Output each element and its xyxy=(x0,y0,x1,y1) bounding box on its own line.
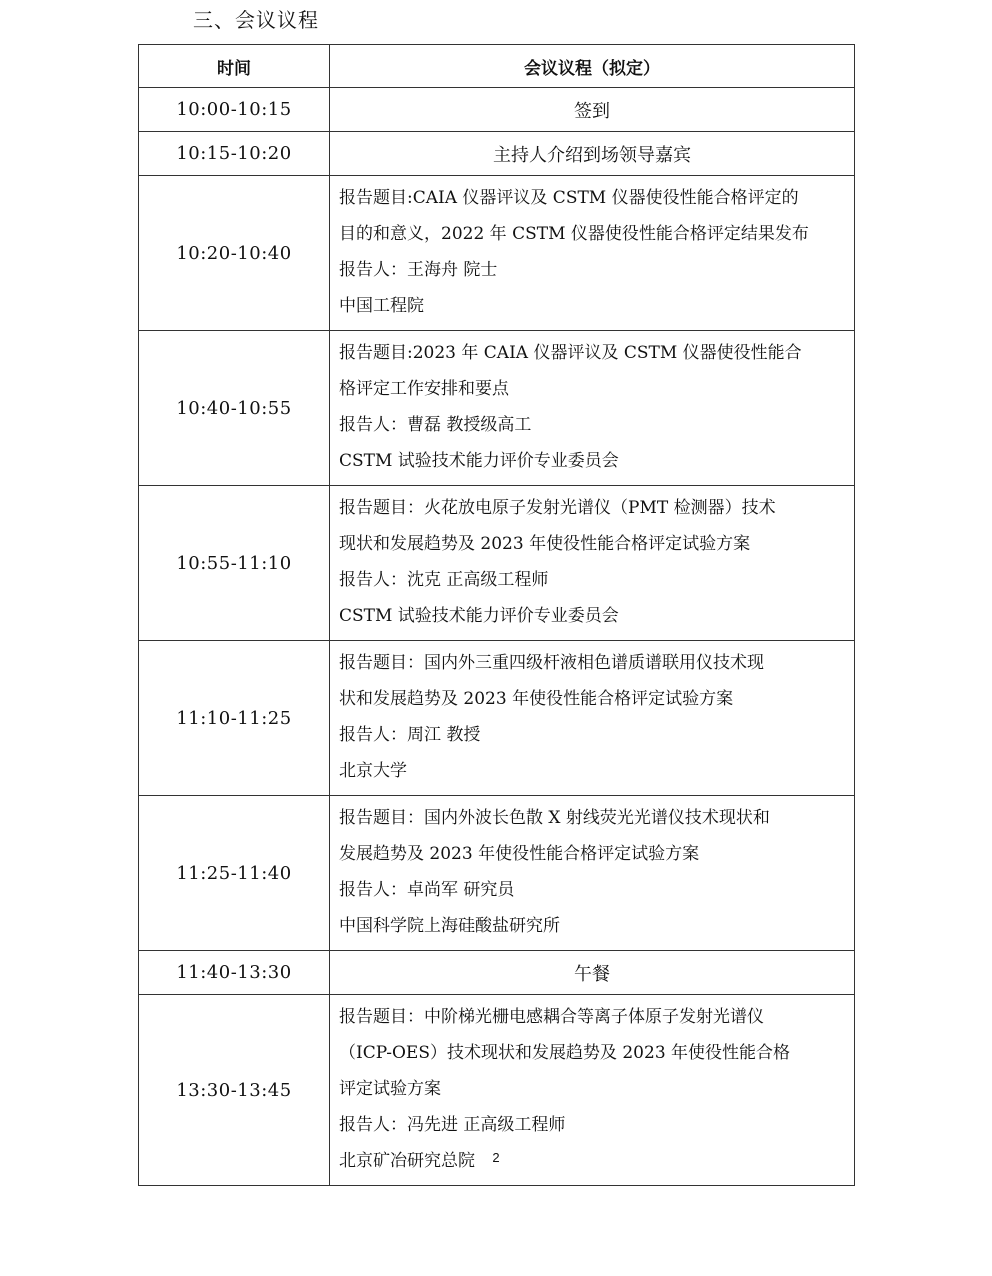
section-heading: 三、会议议程 xyxy=(193,8,319,32)
table-row xyxy=(139,88,855,132)
report-detail-cell xyxy=(330,796,855,951)
report-detail-line: （ICP-OES）技术现状和发展趋势及 2023 年使役性能合格 xyxy=(339,1043,791,1063)
report-detail-cell xyxy=(330,641,855,796)
report-detail-line: 报告题目：国内外三重四级杆液相色谱质谱联用仪技术现 xyxy=(339,653,764,673)
report-detail-line: 报告人：王海舟 院士 xyxy=(339,260,498,280)
agenda-item-cell: 主持人介绍到场领导嘉宾 xyxy=(330,132,855,176)
report-detail-line: CSTM 试验技术能力评价专业委员会 xyxy=(339,451,619,471)
header-time: 时间 xyxy=(139,45,330,88)
agenda-item-cell: 午餐 xyxy=(330,951,855,995)
report-detail-line: 报告人：周江 教授 xyxy=(339,725,481,745)
agenda-item-cell: 签到 xyxy=(330,88,855,132)
time-cell: 11:25-11:40 xyxy=(139,796,330,951)
report-detail-line: 目的和意义，2022 年 CSTM 仪器使役性能合格评定结果发布 xyxy=(339,224,809,244)
report-detail-line: 中国科学院上海硅酸盐研究所 xyxy=(339,916,560,936)
report-detail-line: 北京大学 xyxy=(339,761,407,781)
report-detail-line: 中国工程院 xyxy=(339,296,424,316)
report-detail-line: 评定试验方案 xyxy=(339,1079,441,1099)
report-detail-line: 报告题目:CAIA 仪器评议及 CSTM 仪器使役性能合格评定的 xyxy=(339,188,799,208)
report-detail-line: 现状和发展趋势及 2023 年使役性能合格评定试验方案 xyxy=(339,534,751,554)
report-detail-line: 报告题目：火花放电原子发射光谱仪（PMT 检测器）技术 xyxy=(339,498,776,518)
report-detail-line: 报告人：卓尚军 研究员 xyxy=(339,880,515,900)
time-cell: 10:40-10:55 xyxy=(139,331,330,486)
report-detail-line: 报告题目：国内外波长色散 X 射线荧光光谱仪技术现状和 xyxy=(339,808,770,828)
time-cell: 10:20-10:40 xyxy=(139,176,330,331)
table-row xyxy=(139,176,855,331)
time-cell: 11:10-11:25 xyxy=(139,641,330,796)
report-detail-line: 北京矿冶研究总院 xyxy=(339,1151,475,1171)
report-detail-line: 报告人：冯先进 正高级工程师 xyxy=(339,1115,566,1135)
report-detail-line: 报告题目：中阶梯光栅电感耦合等离子体原子发射光谱仪 xyxy=(339,1007,764,1027)
report-detail-cell xyxy=(330,486,855,641)
page-number: 2 xyxy=(492,1150,500,1165)
table-row xyxy=(139,486,855,641)
report-detail-line: 报告人：曹磊 教授级高工 xyxy=(339,415,532,435)
time-cell: 10:15-10:20 xyxy=(139,132,330,176)
report-detail-line: 状和发展趋势及 2023 年使役性能合格评定试验方案 xyxy=(339,689,734,709)
report-detail-line: 报告人：沈克 正高级工程师 xyxy=(339,570,549,590)
table-row xyxy=(139,951,855,995)
table-row xyxy=(139,331,855,486)
time-cell: 10:00-10:15 xyxy=(139,88,330,132)
table-row xyxy=(139,796,855,951)
table-row xyxy=(139,132,855,176)
agenda-body xyxy=(139,88,855,1186)
time-cell: 13:30-13:45 xyxy=(139,995,330,1186)
table-header-row xyxy=(139,45,855,88)
time-cell: 11:40-13:30 xyxy=(139,951,330,995)
time-cell: 10:55-11:10 xyxy=(139,486,330,641)
header-agenda: 会议议程（拟定） xyxy=(330,45,855,88)
report-detail-cell xyxy=(330,331,855,486)
report-detail-line: 报告题目:2023 年 CAIA 仪器评议及 CSTM 仪器使役性能合 xyxy=(339,343,802,363)
report-detail-line: 发展趋势及 2023 年使役性能合格评定试验方案 xyxy=(339,844,700,864)
agenda-table xyxy=(138,44,855,1186)
table-row xyxy=(139,641,855,796)
report-detail-line: CSTM 试验技术能力评价专业委员会 xyxy=(339,606,619,626)
report-detail-cell xyxy=(330,176,855,331)
report-detail-line: 格评定工作安排和要点 xyxy=(339,379,509,399)
